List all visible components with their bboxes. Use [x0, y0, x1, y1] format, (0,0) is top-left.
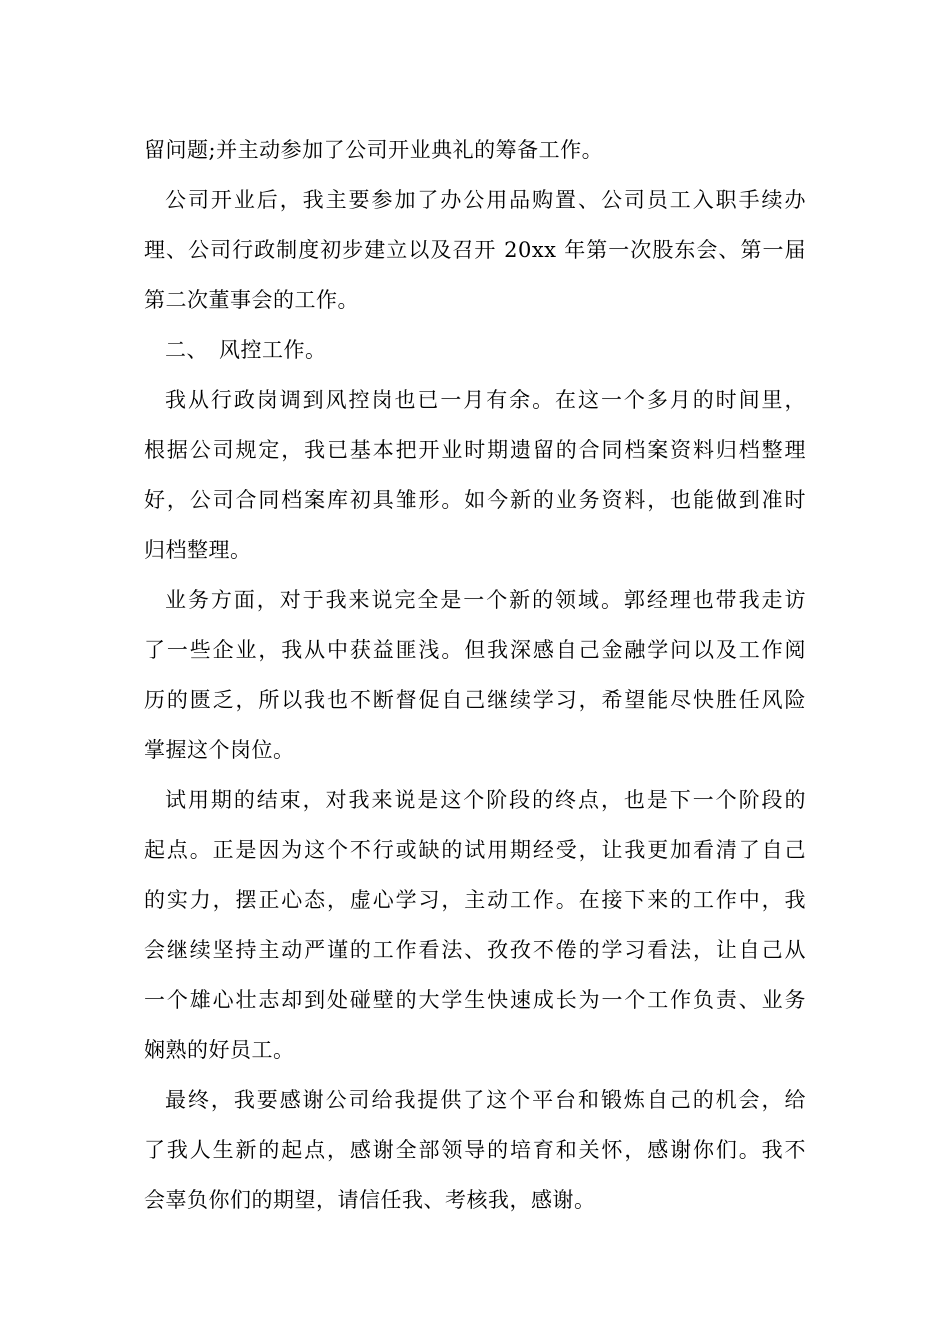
text-line: 理、公司行政制度初步建立以及召开 20xx 年第一次股东会、第一届: [144, 238, 806, 262]
text-line: 起点。正是因为这个不行或缺的试用期经受，让我更加看清了自己: [144, 838, 806, 862]
text-line: 一个雄心壮志却到处碰壁的大学生快速成长为一个工作负责、业务: [144, 988, 806, 1012]
document-page: [144, 125, 806, 1225]
text-line: 最终，我要感谢公司给我提供了这个平台和锻炼自己的机会，给: [165, 1088, 806, 1112]
text-line: 会继续坚持主动严谨的工作看法、孜孜不倦的学习看法，让自己从: [144, 938, 806, 962]
section-heading-text: 二、 风控工作。: [165, 338, 327, 362]
section-heading: [144, 325, 806, 375]
text-line: 业务方面，对于我来说完全是一个新的领域。郭经理也带我走访: [165, 588, 806, 612]
paragraph-1: [144, 125, 806, 175]
text-line: 我从行政岗调到风控岗也已一月有余。在这一个多月的时间里，: [165, 388, 806, 412]
text-line: 公司开业后，我主要参加了办公用品购置、公司员工入职手续办: [165, 188, 806, 212]
text-line: 第二次董事会的工作。: [144, 288, 359, 312]
text-line: 会辜负你们的期望，请信任我、考核我，感谢。: [144, 1188, 596, 1212]
text-line: 的实力，摆正心态，虚心学习，主动工作。在接下来的工作中，我: [144, 888, 806, 912]
text-line: 了一些企业，我从中获益匪浅。但我深感自己金融学问以及工作阅: [144, 638, 806, 662]
paragraph-6: [144, 1075, 806, 1225]
text-line: 掌握这个岗位。: [144, 738, 295, 762]
text-line: 娴熟的好员工。: [144, 1038, 295, 1062]
paragraph-4: [144, 575, 806, 775]
text-line: 根据公司规定，我已基本把开业时期遗留的合同档案资料归档整理: [144, 438, 806, 462]
text-line: 试用期的结束，对我来说是这个阶段的终点，也是下一个阶段的: [165, 788, 806, 812]
text-line: 好，公司合同档案库初具雏形。如今新的业务资料，也能做到准时: [144, 488, 806, 512]
text-line: 归档整理。: [144, 538, 252, 562]
text-line: 留问题;并主动参加了公司开业典礼的筹备工作。: [144, 138, 604, 162]
paragraph-3: [144, 375, 806, 575]
paragraph-2: [144, 175, 806, 325]
paragraph-5: [144, 775, 806, 1075]
text-line: 历的匮乏，所以我也不断督促自己继续学习，希望能尽快胜任风险: [144, 688, 806, 712]
text-line: 了我人生新的起点，感谢全部领导的培育和关怀，感谢你们。我不: [144, 1138, 806, 1162]
